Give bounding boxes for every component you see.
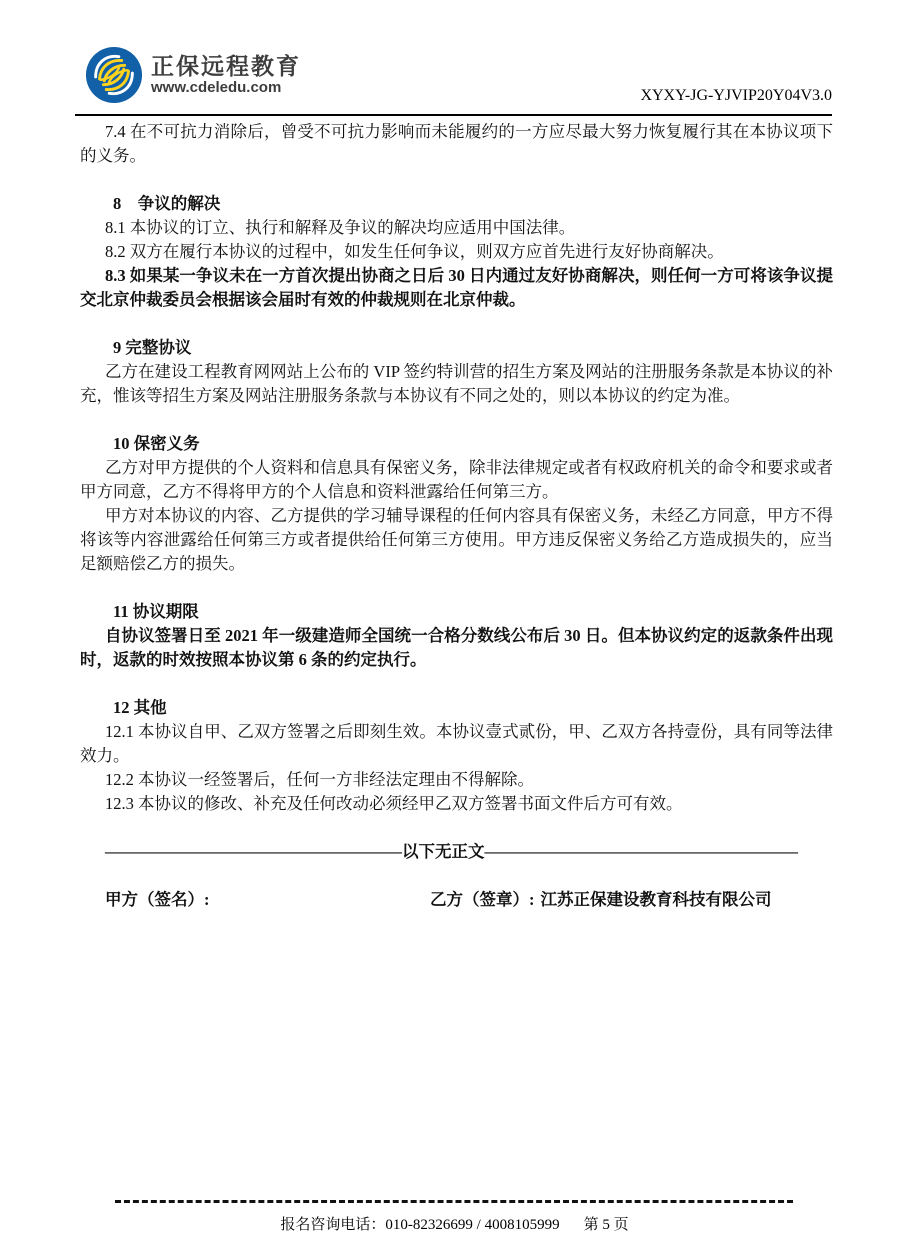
- brand-logo: [85, 46, 301, 104]
- contract-paragraph: 12.3 本协议的修改、补充及任何改动必须经甲乙双方签署书面文件后方可有效。: [105, 794, 683, 813]
- document-sections: [80, 120, 833, 816]
- section-heading: 8 争议的解决: [113, 194, 221, 213]
- contract-paragraph: 8.1 本协议的订立、执行和解释及争议的解决均应适用中国法律。: [105, 218, 576, 237]
- party-b-signature-label: 乙方（签章）:: [430, 890, 535, 909]
- header-divider: [75, 114, 832, 116]
- party-b-company-name: 江苏正保建设教育科技有限公司: [540, 890, 772, 909]
- section-heading: 12 其他: [113, 698, 167, 717]
- section-heading: 10 保密义务: [113, 434, 200, 453]
- end-of-text-marker: ——————————————————以下无正文———————————————————: [105, 842, 798, 861]
- contract-paragraph: 8.2 双方在履行本协议的过程中，如发生任何争议，则双方应首先进行友好协商解决。: [105, 242, 724, 261]
- contract-paragraph: 12.1 本协议自甲、乙双方签署之后即刻生效。本协议壹式贰份，甲、乙双方各持壹份，具有同等法律效力。: [80, 722, 833, 765]
- contract-paragraph: 8.3 如果某一争议未在一方首次提出协商之日后 30 日内通过友好协商解决，则任何一方可将该争议提交北京仲裁委员会根据该会届时有效的仲裁规则在北京仲裁。: [80, 266, 833, 309]
- section-heading: 11 协议期限: [113, 602, 199, 621]
- contract-paragraph: 自协议签署日至 2021 年一级建造师全国统一合格分数线公布后 30 日。但本协议约定的返款条件出现时，返款的时效按照本协议第 6 条的约定执行。: [80, 626, 833, 669]
- contract-paragraph: 乙方在建设工程教育网网站上公布的 VIP 签约特训营的招生方案及网站的注册服务条款是本协议的补充，惟该等招生方案及网站注册服务条款与本协议有不同之处的，则以本协议的约定为准。: [80, 362, 833, 405]
- party-b-signature: [430, 888, 772, 912]
- document-body: [80, 120, 833, 912]
- party-a-signature-label: 甲方（签名）:: [105, 890, 210, 909]
- footer-contact: [0, 1213, 909, 1234]
- brand-name: 正保远程教育: [151, 53, 301, 79]
- document-code: XYXY-JG-YJVIP20Y04V3.0: [640, 87, 832, 104]
- brand-website: www.cdeledu.com: [151, 79, 282, 96]
- brand-swirl-icon: [85, 46, 143, 104]
- footer-phone: 报名咨询电话：010-82326699 / 4008105999: [280, 1217, 560, 1233]
- brand-text-block: [151, 53, 301, 97]
- footer-divider: [115, 1200, 793, 1203]
- signature-row: [80, 888, 833, 912]
- page-number: 第 5 页: [583, 1217, 629, 1233]
- contract-paragraph: 7.4 在不可抗力消除后，曾受不可抗力影响而未能履约的一方应尽最大努力恢复履行其在本协议项下的义务。: [80, 122, 833, 165]
- section-heading: 9 完整协议: [113, 338, 192, 357]
- contract-paragraph: 乙方对甲方提供的个人资料和信息具有保密义务，除非法律规定或者有权政府机关的命令和要求或者甲方同意，乙方不得将甲方的个人信息和资料泄露给任何第三方。: [80, 458, 833, 501]
- contract-paragraph: 甲方对本协议的内容、乙方提供的学习辅导课程的任何内容具有保密义务，未经乙方同意，甲方不得将该等内容泄露给任何第三方或者提供给任何第三方使用。甲方违反保密义务给乙方造成损失的，应当足额赔偿乙方的损失。: [80, 506, 833, 573]
- contract-paragraph: 12.2 本协议一经签署后，任何一方非经法定理由不得解除。: [105, 770, 534, 789]
